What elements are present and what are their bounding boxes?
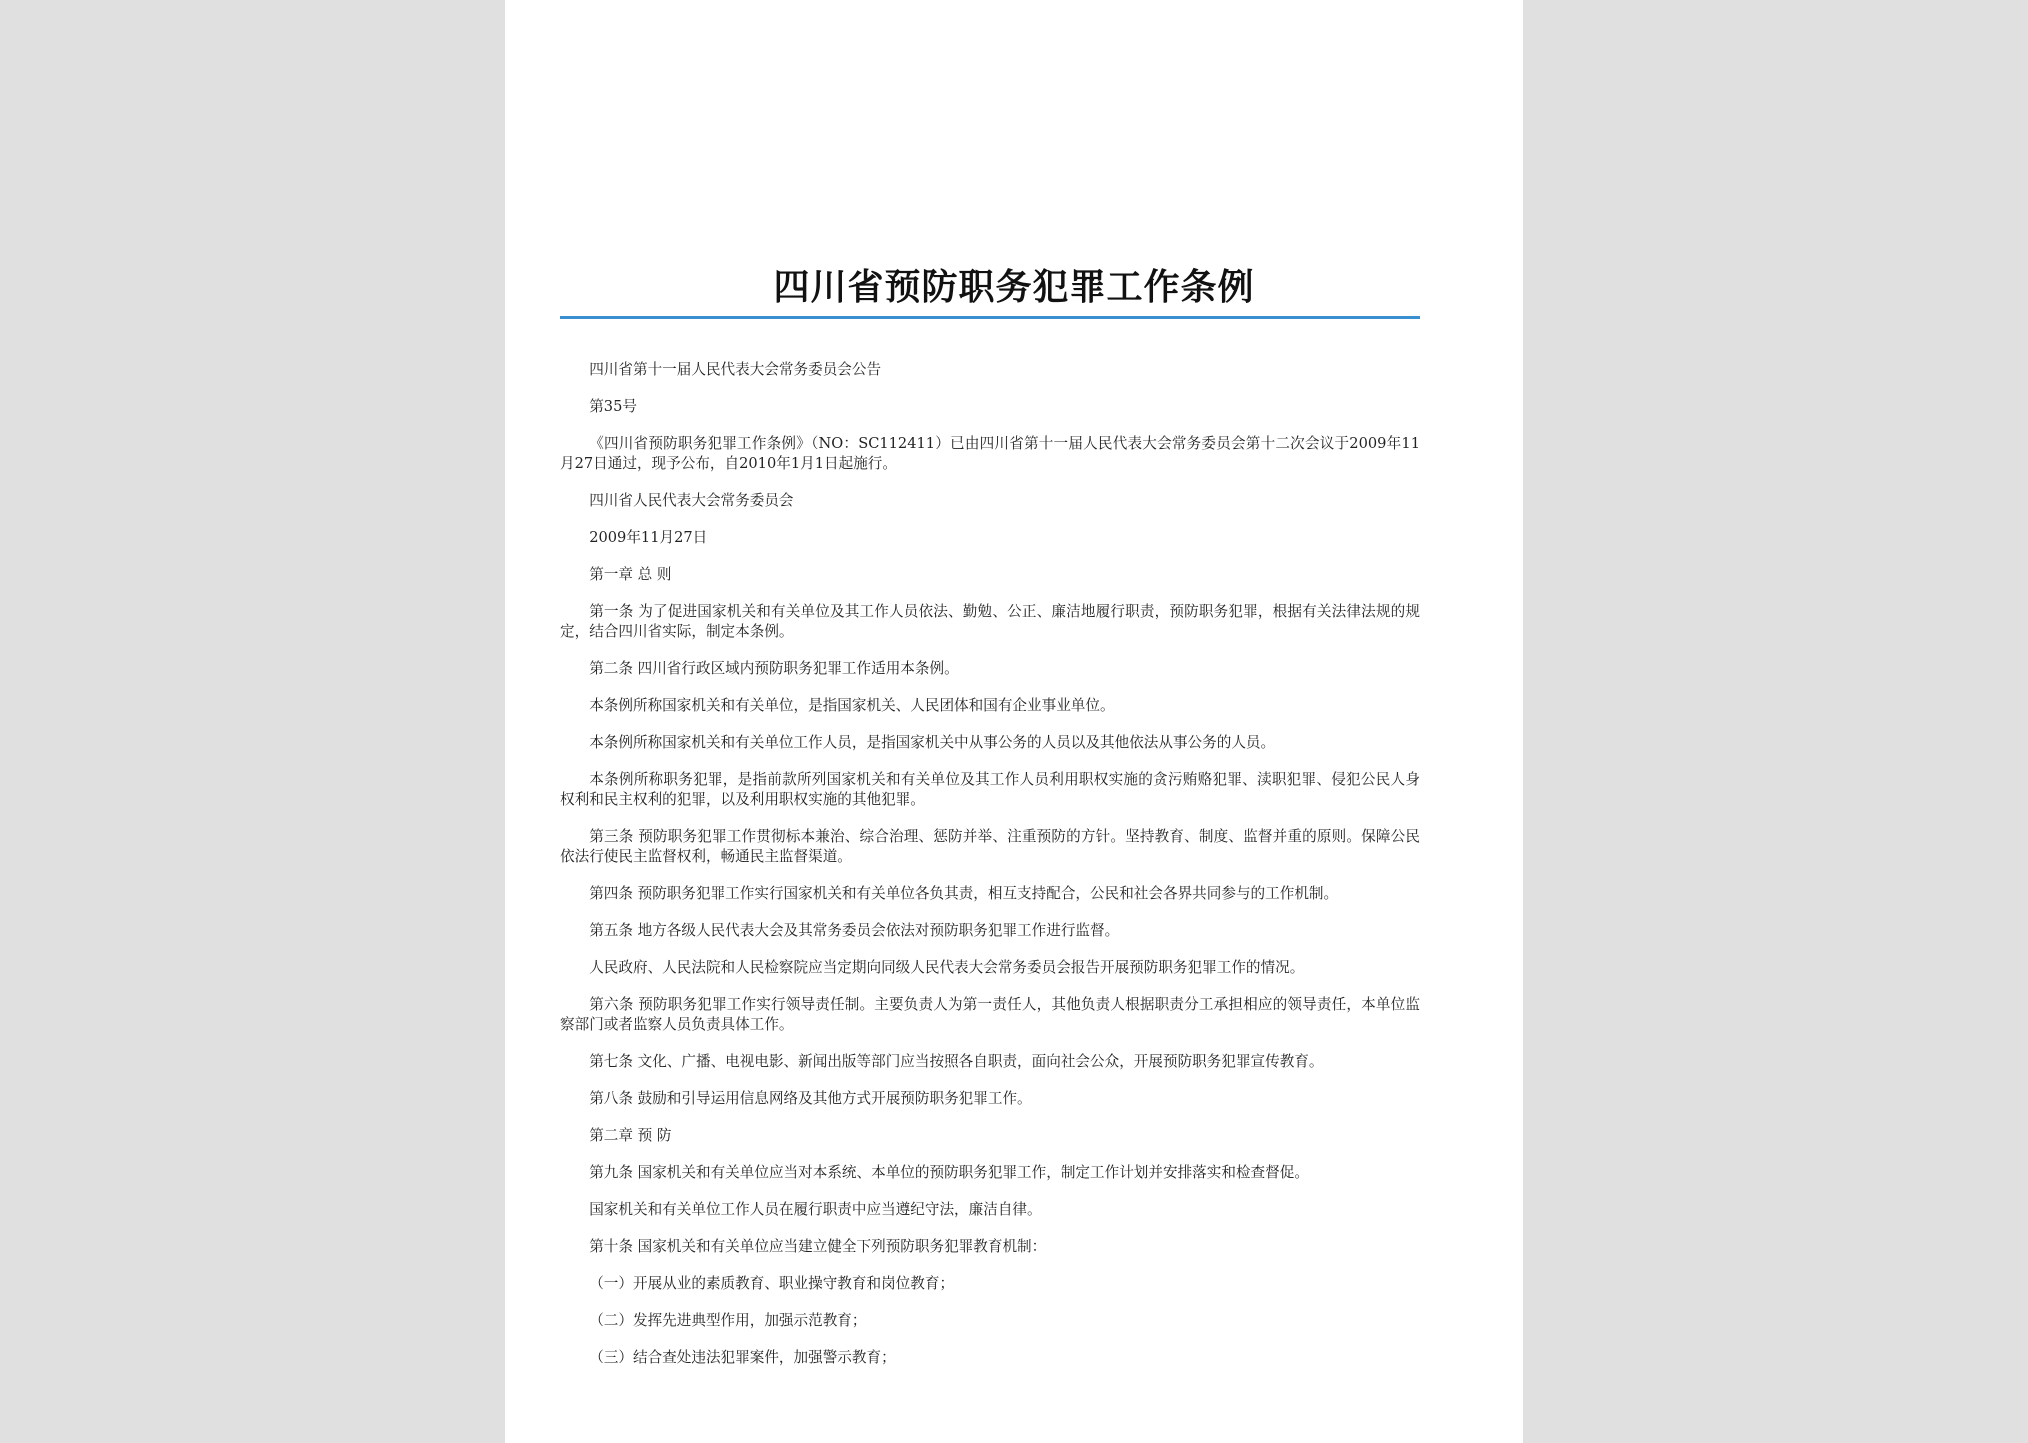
document-page — [505, 0, 1523, 1443]
document-body — [560, 360, 1420, 1385]
paragraph: 第二条 四川省行政区域内预防职务犯罪工作适用本条例。 — [589, 660, 959, 677]
paragraph: 本条例所称职务犯罪，是指前款所列国家机关和有关单位及其工作人员利用职权实施的贪污贿赂犯罪、渎职犯罪、侵犯公民人身权利和民主权利的犯罪，以及利用职权实施的其他犯罪。 — [560, 771, 1420, 808]
chapter-heading: 第一章 总 则 — [589, 566, 672, 583]
paragraph: 人民政府、人民法院和人民检察院应当定期向同级人民代表大会常务委员会报告开展预防职务犯罪工作的情况。 — [589, 959, 1305, 976]
paragraph: 第五条 地方各级人民代表大会及其常务委员会依法对预防职务犯罪工作进行监督。 — [589, 922, 1120, 939]
paragraph: 本条例所称国家机关和有关单位，是指国家机关、人民团体和国有企业事业单位。 — [589, 697, 1115, 714]
paragraph: 第三条 预防职务犯罪工作贯彻标本兼治、综合治理、惩防并举、注重预防的方针。坚持教育、制度、监督并重的原则。保障公民依法行使民主监督权利，畅通民主监督渠道。 — [560, 828, 1420, 865]
paragraph: 第四条 预防职务犯罪工作实行国家机关和有关单位各负其责，相互支持配合，公民和社会各界共同参与的工作机制。 — [589, 885, 1339, 902]
list-item: （一）开展从业的素质教育、职业操守教育和岗位教育； — [589, 1275, 955, 1292]
paragraph: 第七条 文化、广播、电视电影、新闻出版等部门应当按照各自职责，面向社会公众，开展预防职务犯罪宣传教育。 — [589, 1053, 1324, 1070]
paragraph: 第八条 鼓励和引导运用信息网络及其他方式开展预防职务犯罪工作。 — [589, 1090, 1032, 1107]
title-divider — [560, 316, 1420, 319]
paragraph: 国家机关和有关单位工作人员在履行职责中应当遵纪守法，廉洁自律。 — [589, 1201, 1042, 1218]
paragraph: 第一条 为了促进国家机关和有关单位及其工作人员依法、勤勉、公正、廉洁地履行职责，预防职务犯罪，根据有关法律法规的规定，结合四川省实际，制定本条例。 — [560, 603, 1420, 640]
paragraph: 第九条 国家机关和有关单位应当对本系统、本单位的预防职务犯罪工作，制定工作计划并安排落实和检查督促。 — [589, 1164, 1309, 1181]
list-item: （二）发挥先进典型作用，加强示范教育； — [589, 1312, 867, 1329]
paragraph: 四川省人民代表大会常务委员会 — [589, 492, 794, 509]
paragraph: 第35号 — [589, 398, 637, 415]
chapter-heading: 第二章 预 防 — [589, 1127, 672, 1144]
paragraph: 四川省第十一届人民代表大会常务委员会公告 — [589, 361, 882, 378]
paragraph: 本条例所称国家机关和有关单位工作人员，是指国家机关中从事公务的人员以及其他依法从事公务的人员。 — [589, 734, 1276, 751]
list-item: （三）结合查处违法犯罪案件，加强警示教育； — [589, 1349, 896, 1366]
document-title: 四川省预防职务犯罪工作条例 — [773, 267, 1255, 308]
paragraph: 《四川省预防职务犯罪工作条例》（NO：SC112411）已由四川省第十一届人民代表大会常务委员会第十二次会议于2009年11月27日通过，现予公布，自2010年1月1日起施行。 — [560, 435, 1420, 472]
paragraph: 第十条 国家机关和有关单位应当建立健全下列预防职务犯罪教育机制： — [589, 1238, 1047, 1255]
paragraph: 第六条 预防职务犯罪工作实行领导责任制。主要负责人为第一责任人，其他负责人根据职责分工承担相应的领导责任，本单位监察部门或者监察人员负责具体工作。 — [560, 996, 1420, 1033]
paragraph: 2009年11月27日 — [589, 529, 708, 546]
